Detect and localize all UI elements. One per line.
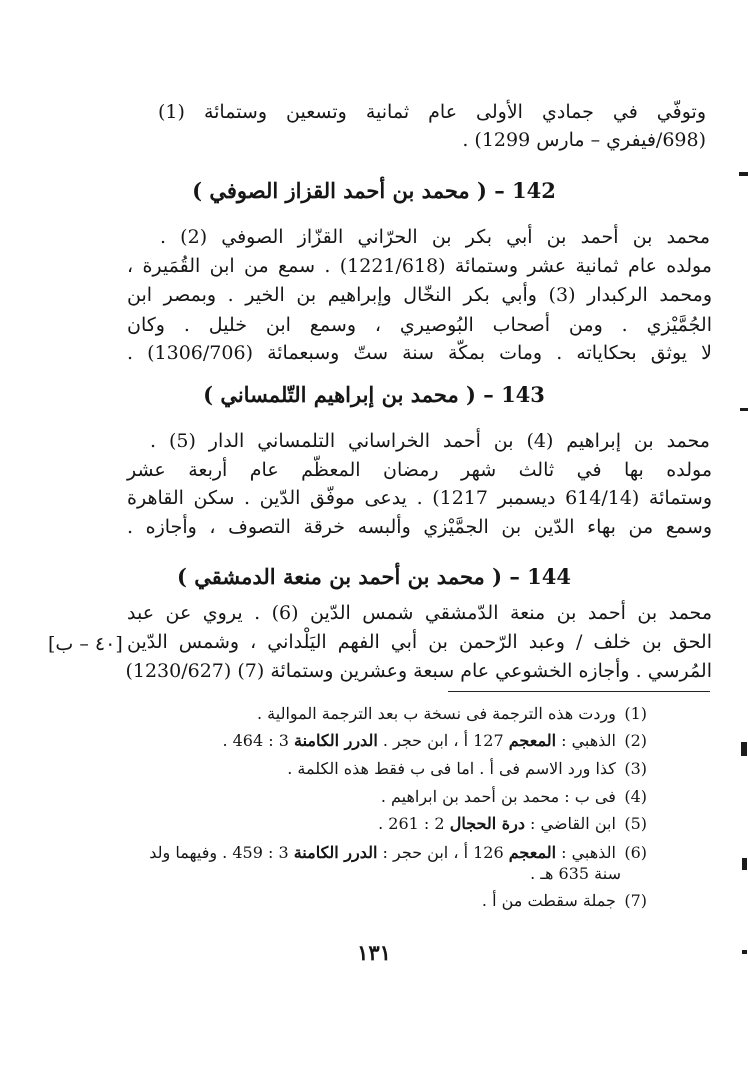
footnote-text: الذهبي : [556,843,616,862]
footnote-text: 126 أ ، ابن حجر : [377,843,509,862]
footnote-number: (1) [624,704,647,723]
footnote-text: 2 : 261 . [378,814,450,833]
footnote-number: (7) [624,891,647,910]
footnote-number: (6) [624,843,647,862]
entry-line: محمد بن إبراهيم (4) بن أحمد الخراساني التلمساني الدار (5) . [150,430,710,452]
footnote [149,845,647,861]
entry-line: مولده بها في ثالث شهر رمضان المعظّم عام أربعة عشر [127,459,712,481]
edge-mark [741,742,747,756]
footnote-number: (3) [624,759,647,778]
footnote [287,761,647,777]
entry-heading: 142 – ( محمد بن أحمد القزاز الصوفي ) [192,178,556,203]
entry-line: الحق بن خلف / وعبد الرّحمن بن أبي الفهم اليَلْداني ، وشمس الدّين [127,631,712,653]
entry-line: وسمع من بهاء الدّين بن الجمَّيْزي وألبسه خرقة التصوف ، وأجازه . [127,516,712,538]
entry-line: مولده عام ثمانية عشر وستمائة (1221/618) . سمع من ابن القُمَيرة ، [127,255,712,277]
footnote-divider [448,691,710,692]
intro-line: وتوفّي في جمادي الأولى عام ثمانية وتسعين وستمائة (1) [158,101,706,123]
source-title: الدرر الكامنة [293,843,378,862]
source-title: درة الحجال [449,814,525,833]
footnote [257,706,647,722]
folio-marginal-note: [٤٠ – ب] [48,633,123,655]
entry-line: المُرسي . وأجازه الخشوعي عام سبعة وعشرين وستمائة (7) (1230/627) [125,660,712,682]
entry-line: وستمائة (614/14 ديسمبر 1217) . يدعى موفّق الدّين . سكن القاهرة [127,487,713,509]
intro-line: (698/فيفري – مارس 1299) . [462,129,706,151]
footnote [222,733,647,749]
footnote-text: وردت هذه الترجمة فى نسخة ب بعد الترجمة الموالية . [256,704,616,723]
footnote [381,789,647,805]
edge-mark [742,858,747,870]
footnote-text: جملة سقطت من أ . [481,891,616,910]
entry-line: ومحمد الركبدار (3) وأبي بكر النخّال وإبراهيم بن الخير . وبمصر ابن [127,284,712,306]
footnote-text: فى ب : محمد بن أحمد بن ابراهيم . [380,787,616,806]
edge-mark [739,172,748,176]
footnote-number: (5) [624,814,647,833]
footnote-continuation [530,866,621,882]
footnote-text: سنة 635 هـ . [530,864,621,883]
footnote-text: 3 : 464 . [222,731,295,750]
source-title: المعجم [508,731,557,750]
footnote-text: ابن القاضي : [524,814,616,833]
entry-line: الجُمَّيْزي . ومن أصحاب البُوصيري ، وسمع ابن خليل . وكان [127,314,712,336]
entry-line: لا يوثق بحكاياته . ومات بمكّة سنة ستّ وسبعمائة (1306/706) . [127,342,712,364]
entry-heading: 144 – ( محمد بن أحمد بن منعة الدمشقي ) [177,564,571,589]
entry-heading: 143 – ( محمد بن إبراهيم التّلمساني ) [203,382,545,407]
source-title: الدرر الكامنة [294,731,378,750]
footnote-number: (4) [624,787,647,806]
footnote-number: (2) [624,731,647,750]
footnote-text: 127 أ ، ابن حجر . [377,731,509,750]
entry-line: محمد بن أحمد بن أبي بكر بن الحرّاني القزّاز الصوفي (2) . [160,226,710,248]
footnote [482,893,647,909]
page-number: ١٣١ [357,940,391,965]
entry-line: محمد بن أحمد بن منعة الدّمشقي شمس الدّين (6) . يروي عن عبد [127,602,712,624]
footnote-text: كذا ورد الاسم فى أ . اما فى ب فقط هذه الكلمة . [287,759,616,778]
edge-mark [740,408,748,411]
footnote-text: الذهبي : [556,731,616,750]
footnote [378,816,647,832]
footnote-text: 3 : 459 . وفيهما ولد [149,843,294,862]
source-title: المعجم [508,843,557,862]
